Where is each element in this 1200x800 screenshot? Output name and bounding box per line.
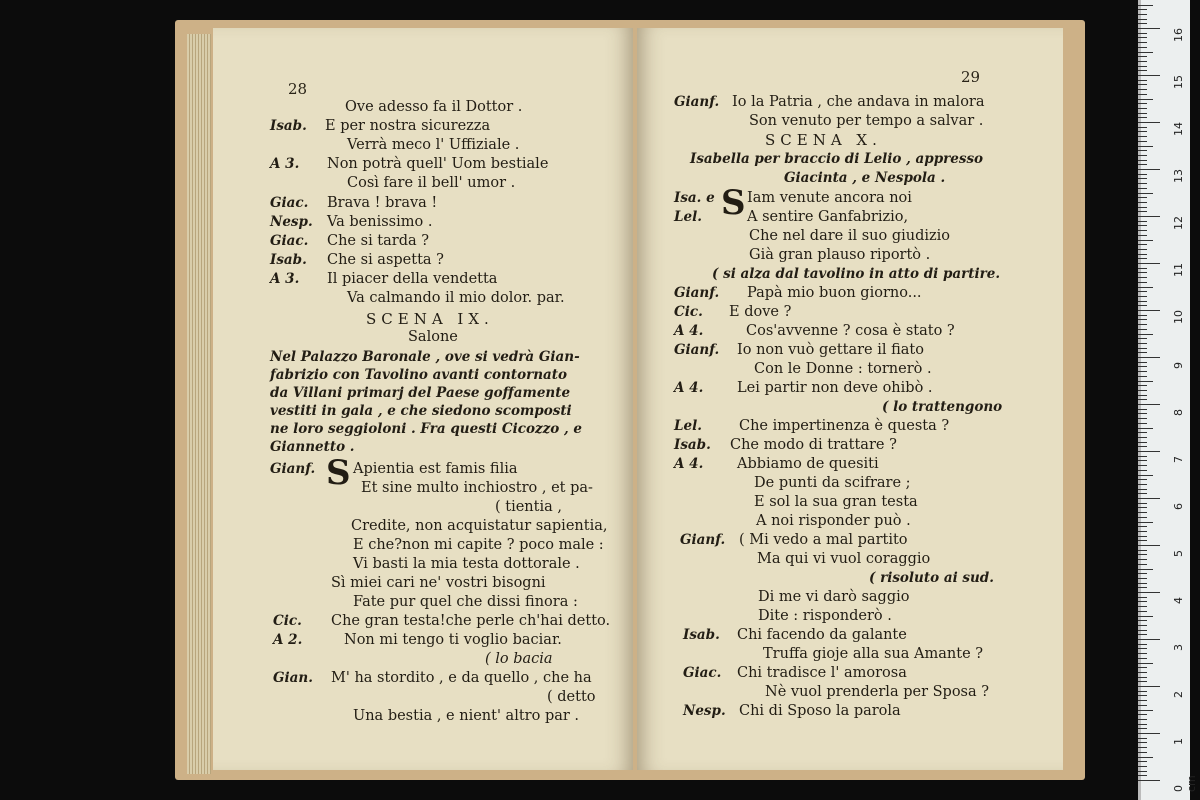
- ruler-tick: [1138, 522, 1153, 523]
- ruler-tick: [1138, 42, 1147, 43]
- ruler-number: 9: [1172, 362, 1185, 369]
- ruler-tick: [1138, 634, 1147, 635]
- ruler-tick: [1138, 512, 1147, 513]
- speaker-label: A 4.: [674, 456, 704, 472]
- ruler-number: 4: [1172, 597, 1185, 604]
- ruler-tick: [1138, 559, 1147, 560]
- ruler-tick: [1138, 592, 1160, 593]
- ruler-tick: [1138, 174, 1147, 175]
- ruler-tick: [1138, 146, 1153, 147]
- ruler-tick: [1138, 475, 1153, 476]
- verse-line: Chi facendo da galante: [737, 627, 907, 643]
- ruler-tick: [1138, 272, 1147, 273]
- ruler-tick: [1138, 611, 1147, 612]
- ruler-number: 14: [1172, 122, 1185, 136]
- stage-direction: ( risoluto ai sud.: [869, 570, 994, 586]
- ruler-tick: [1138, 531, 1147, 532]
- verse-line: Nè vuol prenderla per Sposa ?: [765, 684, 990, 700]
- ruler-tick: [1138, 606, 1147, 607]
- ruler-tick: [1138, 221, 1147, 222]
- ruler-tick: [1138, 61, 1147, 62]
- ruler-tick: [1138, 428, 1153, 429]
- ruler-tick: [1138, 738, 1147, 739]
- right-page: [637, 28, 1063, 770]
- verse-line: E sol la sua gran testa: [754, 494, 918, 510]
- speaker-label: Giac.: [683, 665, 722, 681]
- ruler-tick: [1138, 108, 1147, 109]
- ruler-tick: [1138, 282, 1147, 283]
- ruler-tick: [1138, 404, 1160, 405]
- page-edges: [187, 34, 211, 774]
- ruler-tick: [1138, 80, 1147, 81]
- ruler-tick: [1138, 470, 1147, 471]
- ruler-tick: [1138, 545, 1160, 546]
- verse-line: Con le Donne : tornerò .: [754, 361, 932, 377]
- speaker-label: Lel.: [674, 209, 702, 225]
- ruler-tick: [1138, 517, 1147, 518]
- verse-line: Verrà meco l' Uffiziale .: [347, 137, 520, 153]
- speaker-label: A 3.: [270, 271, 300, 287]
- ruler-tick: [1138, 193, 1153, 194]
- verse-line: A noi risponder può .: [756, 513, 911, 529]
- ruler-tick: [1138, 338, 1147, 339]
- ruler-tick: [1138, 681, 1147, 682]
- speaker-label: Gianf.: [680, 532, 726, 548]
- ruler-tick: [1138, 409, 1147, 410]
- ruler-tick: [1138, 395, 1147, 396]
- verse-line: Già gran plauso riportò .: [749, 247, 931, 263]
- ruler-number: 5: [1172, 550, 1185, 557]
- ruler-tick: [1138, 141, 1147, 142]
- ruler-tick: [1138, 310, 1160, 311]
- ruler-tick: [1138, 489, 1147, 490]
- ruler-tick: [1138, 413, 1147, 414]
- verse-line: Non mi tengo ti voglio baciar.: [344, 632, 562, 648]
- verse-line: Et sine multo inchiostro , et pa-: [361, 480, 593, 496]
- speaker-label: Gianf.: [674, 285, 720, 301]
- ruler-tick: [1138, 724, 1147, 725]
- stage-direction: da Villani primarj del Paese goffamente: [270, 385, 571, 401]
- ruler-tick: [1138, 23, 1147, 24]
- ruler-tick: [1138, 127, 1147, 128]
- open-book: [175, 20, 1085, 780]
- ruler-tick: [1138, 103, 1147, 104]
- verse-line: Fate pur quel che dissi finora :: [353, 594, 578, 610]
- ruler-tick: [1138, 9, 1147, 10]
- ruler-tick: [1138, 19, 1147, 20]
- ruler-number: 1: [1172, 738, 1185, 745]
- stage-direction: Nel Palazzo Baronale , ove si vedrà Gian-: [270, 349, 580, 365]
- verse-line: Brava ! brava !: [327, 195, 438, 211]
- ruler-tick: [1138, 14, 1147, 15]
- ruler-tick: [1138, 399, 1147, 400]
- ruler-tick: [1138, 258, 1147, 259]
- ruler-tick: [1138, 578, 1147, 579]
- speaker-label: Isa. e: [674, 190, 715, 206]
- verse-line: Così fare il bell' umor .: [347, 175, 516, 191]
- ruler-tick: [1138, 366, 1147, 367]
- ruler-tick: [1138, 766, 1147, 767]
- ruler-tick: [1138, 484, 1147, 485]
- speaker-label: A 2.: [273, 632, 303, 648]
- ruler-tick: [1138, 75, 1160, 76]
- verse-line: Il piacer della vendetta: [327, 271, 498, 287]
- speaker-label: Cic.: [273, 613, 302, 629]
- ruler-tick: [1138, 714, 1147, 715]
- ruler-tick: [1138, 169, 1160, 170]
- verse-line: Papà mio buon giorno...: [747, 285, 922, 301]
- ruler-tick: [1138, 240, 1153, 241]
- ruler-tick: [1138, 437, 1147, 438]
- ruler-tick: [1138, 371, 1147, 372]
- ruler-tick: [1138, 747, 1147, 748]
- ruler-tick: [1138, 503, 1147, 504]
- ruler-tick: [1138, 648, 1147, 649]
- ruler-tick: [1138, 625, 1147, 626]
- ruler-tick: [1138, 249, 1147, 250]
- ruler-tick: [1138, 630, 1147, 631]
- verse-line: Dite : risponderò .: [758, 608, 892, 624]
- verse-line: Che modo di trattare ?: [730, 437, 897, 453]
- ruler-tick: [1138, 451, 1160, 452]
- ruler-tick: [1138, 66, 1147, 67]
- ruler-tick: [1138, 667, 1147, 668]
- ruler-number: 15: [1172, 75, 1185, 89]
- verse-line: Va calmando il mio dolor. par.: [347, 290, 565, 306]
- ruler-number: 7: [1172, 456, 1185, 463]
- ruler-tick: [1138, 460, 1147, 461]
- left-page: [213, 28, 633, 770]
- verse-line: Credite, non acquistatur sapientia,: [351, 518, 608, 534]
- ruler-tick: [1138, 710, 1153, 711]
- ruler-tick: [1138, 385, 1147, 386]
- ruler-tick: [1138, 235, 1147, 236]
- verse-line: A sentire Ganfabrizio,: [747, 209, 909, 225]
- ruler-tick: [1138, 423, 1147, 424]
- ruler-tick: [1138, 99, 1153, 100]
- ruler-tick: [1138, 705, 1147, 706]
- ruler-tick: [1138, 653, 1147, 654]
- ruler-tick: [1138, 305, 1147, 306]
- verse-line: Io la Patria , che andava in malora: [732, 94, 985, 110]
- ruler-tick: [1138, 301, 1147, 302]
- verse-line: Va benissimo .: [327, 214, 433, 230]
- ruler-tick: [1138, 329, 1147, 330]
- ruler-tick: [1138, 569, 1153, 570]
- ruler-tick: [1138, 122, 1160, 123]
- ruler-tick: [1138, 89, 1147, 90]
- ruler-tick: [1138, 47, 1147, 48]
- ruler-tick: [1138, 658, 1147, 659]
- speaker-label: Nesp.: [270, 214, 313, 230]
- verse-line: De punti da scifrare ;: [754, 475, 911, 491]
- ruler-number: 10: [1172, 310, 1185, 324]
- ruler-tick: [1138, 446, 1147, 447]
- ruler-tick: [1138, 554, 1147, 555]
- ruler-tick: [1138, 719, 1147, 720]
- ruler-tick: [1138, 343, 1147, 344]
- speaker-label: A 4.: [674, 380, 704, 396]
- verse-line: Che si aspetta ?: [327, 252, 444, 268]
- ruler-tick: [1138, 672, 1147, 673]
- ruler-tick: [1138, 150, 1147, 151]
- ruler-tick: [1138, 33, 1147, 34]
- stage-direction: ne loro seggioloni . Fra questi Cicozzo , e: [270, 421, 582, 437]
- ruler-tick: [1138, 663, 1153, 664]
- ruler-tick: [1138, 432, 1147, 433]
- verse-line: Una bestia , e nient' altro par .: [353, 708, 580, 724]
- ruler-number: 2: [1172, 691, 1185, 698]
- speaker-label: A 4.: [674, 323, 704, 339]
- ruler-tick: [1138, 296, 1147, 297]
- verse-line: Son venuto per tempo a salvar .: [749, 113, 984, 129]
- speaker-label: Cic.: [674, 304, 703, 320]
- ruler-tick: [1138, 155, 1147, 156]
- verse-line: Chi di Sposo la parola: [739, 703, 901, 719]
- verse-line: M' ha stordito , e da quello , che ha: [331, 670, 592, 686]
- ruler-tick: [1138, 319, 1147, 320]
- ruler-tick: [1138, 597, 1147, 598]
- ruler-tick: [1138, 465, 1147, 466]
- ruler-tick: [1138, 728, 1147, 729]
- ruler-tick: [1138, 5, 1153, 6]
- ruler-tick: [1138, 536, 1147, 537]
- verse-line: Io non vuò gettare il fiato: [737, 342, 924, 358]
- ruler-tick: [1138, 757, 1153, 758]
- ruler-tick: [1138, 498, 1160, 499]
- speaker-label: Isab.: [270, 118, 307, 134]
- stage-direction: Giannetto .: [270, 439, 355, 455]
- ruler-tick: [1138, 352, 1147, 353]
- ruler-tick: [1138, 117, 1147, 118]
- ruler-tick: [1138, 761, 1147, 762]
- ruler-number: 12: [1172, 216, 1185, 230]
- ruler-number: 16: [1172, 28, 1185, 42]
- ruler-tick: [1138, 620, 1147, 621]
- ruler-tick: [1138, 211, 1147, 212]
- speaker-label: Gianf.: [674, 94, 720, 110]
- ruler-tick: [1138, 263, 1160, 264]
- ruler-tick: [1138, 677, 1147, 678]
- ruler-tick: [1138, 507, 1147, 508]
- ruler-tick: [1138, 573, 1147, 574]
- ruler-tick: [1138, 216, 1160, 217]
- ruler-tick: [1138, 526, 1147, 527]
- measurement-ruler: [1138, 0, 1198, 800]
- ruler-tick: [1138, 695, 1147, 696]
- ruler-tick: [1138, 752, 1147, 753]
- scene-heading: SCENA X.: [765, 131, 882, 149]
- ruler-tick: [1138, 456, 1147, 457]
- ruler-tick: [1138, 178, 1147, 179]
- ruler-tick: [1138, 56, 1147, 57]
- ruler-tick: [1138, 418, 1147, 419]
- ruler-tick: [1138, 244, 1147, 245]
- ruler-tick: [1138, 207, 1147, 208]
- verse-line: Apientia est famis filia: [353, 461, 518, 477]
- speaker-label: Gianf.: [674, 342, 720, 358]
- ruler-tick: [1138, 136, 1147, 137]
- verse-line: Chi tradisce l' amorosa: [737, 665, 907, 681]
- verse-line: ( tientia ,: [495, 499, 562, 515]
- verse-line: Sì miei cari ne' vostri bisogni: [331, 575, 546, 591]
- verse-line: Iam venute ancora noi: [747, 190, 912, 206]
- ruler-tick: [1138, 479, 1147, 480]
- ruler-tick: [1138, 540, 1147, 541]
- ruler-tick: [1138, 287, 1153, 288]
- ruler-tick: [1138, 442, 1147, 443]
- ruler-tick: [1138, 644, 1147, 645]
- scene-location: Salone: [408, 329, 458, 345]
- verse-line: Cos'avvenne ? cosa è stato ?: [746, 323, 955, 339]
- ruler-tick: [1138, 376, 1147, 377]
- ruler-number: 13: [1172, 169, 1185, 183]
- verse-line: E dove ?: [729, 304, 792, 320]
- ruler-tick: [1138, 742, 1147, 743]
- ruler-number: 11: [1172, 263, 1185, 277]
- ruler-tick: [1138, 70, 1147, 71]
- ruler-tick: [1138, 52, 1153, 53]
- verse-line: Vi basti la mia testa dottorale .: [353, 556, 580, 572]
- ruler-tick: [1138, 188, 1147, 189]
- ruler-tick: [1138, 291, 1147, 292]
- speaker-label: Isab.: [674, 437, 711, 453]
- verse-line: Ma qui vi vuol coraggio: [757, 551, 931, 567]
- ruler-tick: [1138, 225, 1147, 226]
- ruler-tick: [1138, 771, 1147, 772]
- ruler-tick: [1138, 639, 1160, 640]
- ruler-tick: [1138, 164, 1147, 165]
- ruler-tick: [1138, 202, 1147, 203]
- speaker-label: Lel.: [674, 418, 702, 434]
- ruler-tick: [1138, 686, 1160, 687]
- ruler-tick: [1138, 691, 1147, 692]
- verse-line: Ove adesso fa il Dottor .: [345, 99, 523, 115]
- ruler-tick: [1138, 775, 1147, 776]
- ruler-tick: [1138, 583, 1147, 584]
- speaker-label: Isab.: [683, 627, 720, 643]
- ruler-tick: [1138, 324, 1147, 325]
- ruler-tick: [1138, 113, 1147, 114]
- stage-direction: fabrizio con Tavolino avanti contornato: [270, 367, 568, 383]
- verse-line: Che si tarda ?: [327, 233, 430, 249]
- ruler-tick: [1138, 362, 1147, 363]
- ruler-tick: [1138, 390, 1147, 391]
- ruler-tick: [1138, 616, 1153, 617]
- verse-line: Di me vi darò saggio: [758, 589, 910, 605]
- ruler-tick: [1138, 381, 1153, 382]
- ruler-tick: [1138, 131, 1147, 132]
- verse-line: E che?non mi capite ? poco male :: [353, 537, 604, 553]
- stage-direction: vestiti in gala , e che siedono scomposti: [270, 403, 572, 419]
- ruler-tick: [1138, 348, 1147, 349]
- speaker-label: Isab.: [270, 252, 307, 268]
- ruler-tick: [1138, 28, 1160, 29]
- stage-direction: ( si alza dal tavolino in atto di partire.: [712, 266, 1001, 282]
- verse-line: Abbiamo de quesiti: [737, 456, 879, 472]
- ruler-tick: [1138, 564, 1147, 565]
- ruler-number: 6: [1172, 503, 1185, 510]
- ruler-tick: [1138, 700, 1147, 701]
- ruler-tick: [1138, 37, 1147, 38]
- verse-line: ( Mi vedo a mal partito: [739, 532, 908, 548]
- ruler-tick: [1138, 84, 1147, 85]
- ruler-unit-label: 0 cm: [1172, 775, 1198, 792]
- ruler-tick: [1138, 493, 1147, 494]
- left-page-number: 28: [288, 80, 308, 98]
- ruler-tick: [1138, 733, 1160, 734]
- verse-line: E per nostra sicurezza: [325, 118, 491, 134]
- speaker-label: Nesp.: [683, 703, 726, 719]
- ruler-number: 8: [1172, 409, 1185, 416]
- verse-line: Che impertinenza è questa ?: [739, 418, 950, 434]
- ruler-tick: [1138, 550, 1147, 551]
- drop-cap: S: [326, 453, 351, 493]
- stage-direction: Giacinta , e Nespola .: [784, 170, 946, 186]
- stage-direction: ( lo trattengono: [882, 399, 1003, 415]
- ruler-tick: [1138, 230, 1147, 231]
- ruler-tick: [1138, 587, 1147, 588]
- ruler-tick: [1138, 160, 1147, 161]
- drop-cap: S: [721, 183, 746, 223]
- speaker-label: Gian.: [273, 670, 313, 686]
- speaker-label: Giac.: [270, 195, 309, 211]
- ruler-tick: [1138, 197, 1147, 198]
- ruler-tick: [1138, 254, 1147, 255]
- ruler-number: 3: [1172, 644, 1185, 651]
- verse-line: Non potrà quell' Uom bestiale: [327, 156, 549, 172]
- ruler-tick: [1138, 357, 1160, 358]
- verse-line: Che nel dare il suo giudizio: [749, 228, 951, 244]
- ruler-tick: [1138, 315, 1147, 316]
- ruler-tick: [1138, 601, 1147, 602]
- speaker-label: Gianf.: [270, 461, 316, 477]
- ruler-tick: [1138, 183, 1147, 184]
- ruler-tick: [1138, 780, 1160, 781]
- verse-line: Lei partir non deve ohibò .: [737, 380, 933, 396]
- ruler-tick: [1138, 268, 1147, 269]
- verse-line: Che gran testa!che perle ch'hai detto.: [331, 613, 611, 629]
- speaker-label: Giac.: [270, 233, 309, 249]
- ruler-tick: [1138, 94, 1147, 95]
- ruler-tick: [1138, 334, 1153, 335]
- scene-heading: SCENA IX.: [366, 310, 494, 328]
- ruler-tick: [1138, 277, 1147, 278]
- verse-line: Truffa gioje alla sua Amante ?: [763, 646, 984, 662]
- stage-direction: ( lo bacia: [485, 651, 553, 667]
- verse-line: ( detto: [547, 689, 596, 705]
- speaker-label: A 3.: [270, 156, 300, 172]
- stage-direction: Isabella per braccio di Lelio , appresso: [690, 151, 984, 167]
- right-page-number: 29: [961, 68, 981, 86]
